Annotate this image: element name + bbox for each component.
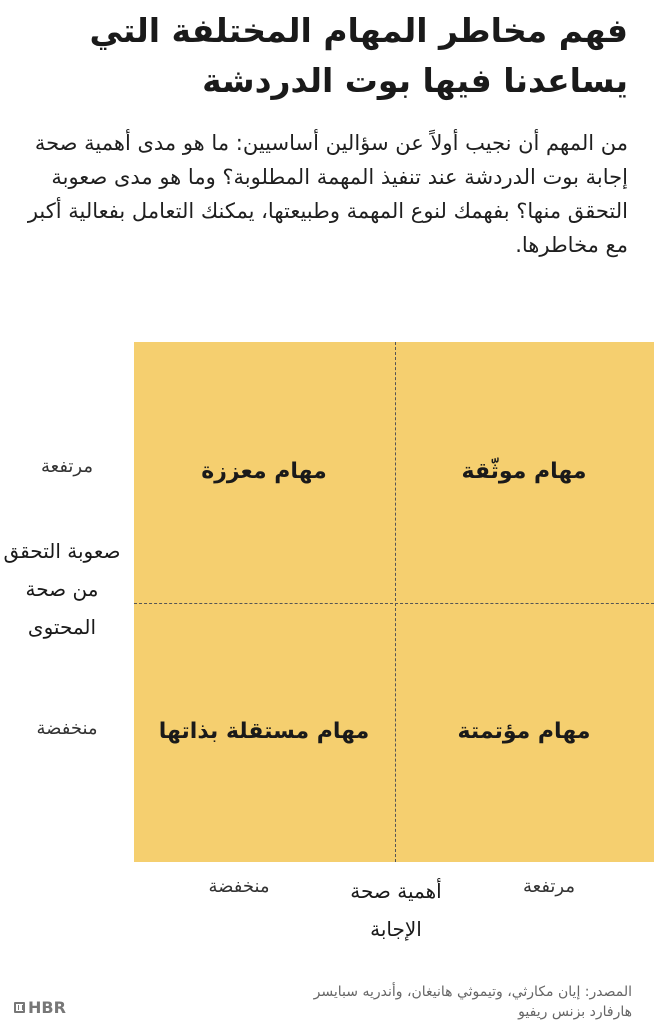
logo-text: HBR xyxy=(28,998,66,1017)
quadrant-documented-tasks xyxy=(394,342,654,602)
source-note xyxy=(314,982,632,1022)
quadrant-label: مهام مؤتمتة xyxy=(457,719,591,744)
source-publication: هارفارد بزنس ريفيو xyxy=(518,1004,632,1020)
y-axis-high-label: مرتفعة xyxy=(40,456,94,477)
quadrant-automated-tasks xyxy=(394,602,654,862)
hbr-logo-icon xyxy=(14,1002,25,1013)
page-title: فهم مخاطر المهام المختلفة التي يساعدنا فيها بوت الدردشة xyxy=(89,11,628,100)
quadrant-label: مهام موثّقة xyxy=(461,459,587,484)
risk-matrix xyxy=(134,342,654,862)
x-axis-low-label: منخفضة xyxy=(208,876,270,897)
source-line: المصدر: إيان مكارثي، وتيموثي هانيغان، وأندريه سبايسر xyxy=(313,984,632,1000)
hbr-logo xyxy=(14,998,66,1017)
y-axis-low-label: منخفضة xyxy=(36,718,98,739)
quadrant-label: مهام مستقلة بذاتها xyxy=(158,719,370,744)
x-axis-title: أهمية صحة الإجابة xyxy=(350,879,442,941)
quadrant-augmented-tasks xyxy=(134,342,394,602)
quadrant-standalone-tasks xyxy=(134,602,394,862)
x-axis-high-label: مرتفعة xyxy=(522,876,576,897)
page-subtitle: من المهم أن نجيب أولاً عن سؤالين أساسيين: ما هو مدى أهمية صحة إجابة بوت الدردشة عند تنفيذ المهمة المطلوبة؟ وما هو مدى صعوبة التحقق منها؟ بفهمك لنوع المهمة وطبيعتها، يمكنك التعامل بفعالية أكبر مع مخاطرها. xyxy=(27,131,628,257)
quadrant-label: مهام معززة xyxy=(201,459,327,484)
y-axis-title: صعوبة التحقق من صحة المحتوى xyxy=(3,539,121,639)
